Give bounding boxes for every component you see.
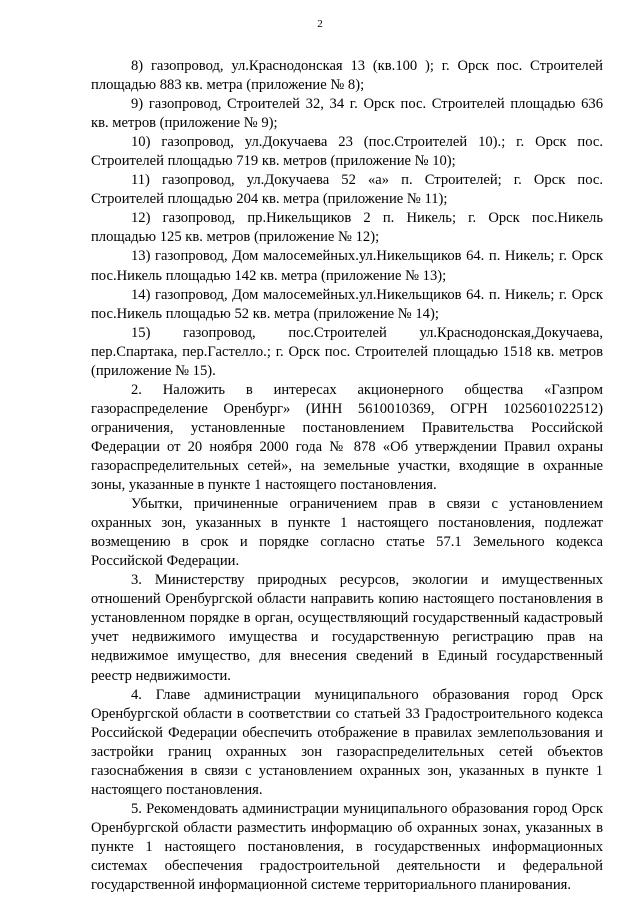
item-8-paragraph: 8) газопровод, ул.Краснодонская 13 (кв.100 ); г. Орск пос. Строителей площадью 883 кв. метра (приложение № 8); (91, 58, 603, 94)
document-body (91, 57, 603, 895)
item-9-paragraph: 9) газопровод, Строителей 32, 34 г. Орск пос. Строителей площадью 636 кв. метров (приложение № 9); (91, 96, 603, 132)
item-15-paragraph: 15) газопровод, пос.Строителей ул.Краснодонская,Докучаева, пер.Спартака, пер.Гастелло.; г. Орск пос. Строителей площадью 1518 кв. метров (приложение № 15). (91, 324, 603, 379)
clause-5-paragraph: 5. Рекомендовать администрации муниципального образования город Орск Оренбургской области разместить информацию об охранных зонах, указанных в пункте 1 настоящего постановления, в государственных информационных системах обеспечения градостроительной деятельности и федеральной государственной информационной системе территориального планирования. (91, 800, 603, 894)
page-number: 2 (317, 18, 323, 30)
item-13-paragraph: 13) газопровод, Дом малосемейных.ул.Никельщиков 64. п. Никель; г. Орск пос.Никель площадью 142 кв. метра (приложение № 13); (91, 248, 603, 284)
clause-4-paragraph: 4. Главе администрации муниципального образования город Орск Оренбургской области в соответствии со статьей 33 Градостроительного кодекса Российской Федерации обеспечить отображение в правилах землепользования и застройки границ охранных зон газораспределительных сетей объектов газоснабжения в связи с установлением охранных зон, указанных в пункте 1 настоящего постановления. (91, 686, 603, 798)
item-12-paragraph: 12) газопровод, пр.Никельщиков 2 п. Никель; г. Орск пос.Никель площадью 125 кв. метров (приложение № 12); (91, 210, 603, 246)
losses-paragraph: Убытки, причиненные ограничением прав в связи с установлением охранных зон, указанных в пункте 1 настоящего постановления, подлежат возмещению в срок и порядке согласно статье 57.1 Земельного кодекса Российской Федерации. (91, 496, 603, 570)
item-11-paragraph: 11) газопровод, ул.Докучаева 52 «а» п. Строителей; г. Орск пос. Строителей площадью 204 кв. метра (приложение № 11); (91, 172, 603, 208)
item-10-paragraph: 10) газопровод, ул.Докучаева 23 (пос.Строителей 10).; г. Орск пос. Строителей площадью 719 кв. метров (приложение № 10); (91, 134, 603, 170)
item-14-paragraph: 14) газопровод, Дом малосемейных.ул.Никельщиков 64. п. Никель; г. Орск пос.Никель площадью 52 кв. метра (приложение № 14); (91, 286, 603, 322)
clause-2-paragraph: 2. Наложить в интересах акционерного общества «Газпром газораспределение Оренбург» (ИНН 5610010369, ОГРН 1025601022512) ограничения, установленные постановлением Правительства Российской Федерации от 20 ноября 2000 года № 878 «Об утверждении Правил охраны газораспределительных сетей», на земельные участки, входящие в охранные зоны, указанные в пункте 1 настоящего постановления. (91, 381, 603, 494)
clause-3-paragraph: 3. Министерству природных ресурсов, экологии и имущественных отношений Оренбургской области направить копию настоящего постановления в установленном порядке в орган, осуществляющий государственный кадастровый учет недвижимого имущества и государственную регистрацию прав на недвижимое имущество, для внесения сведений в Единый государственный реестр недвижимости. (91, 572, 603, 684)
